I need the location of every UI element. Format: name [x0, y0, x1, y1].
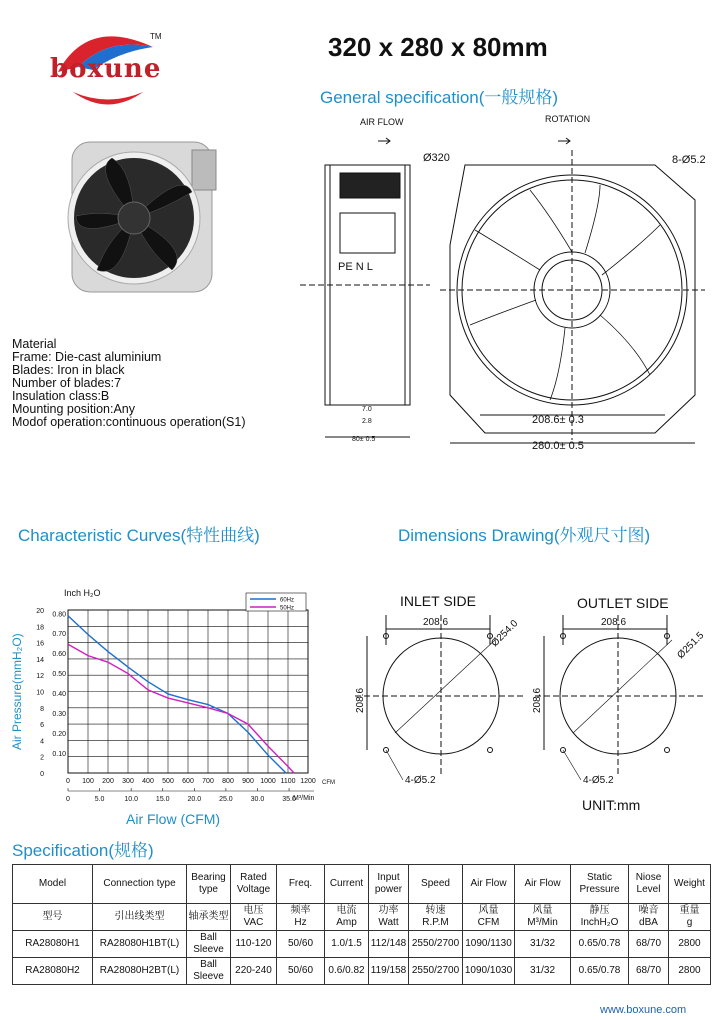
table-cell: 2550/2700 [409, 958, 463, 985]
spec-header-cn-cell [231, 904, 277, 931]
dim-7: 7.0 [362, 406, 372, 413]
chart-ticks [36, 605, 316, 803]
table-cell: 68/70 [629, 931, 669, 958]
chart-ylabel: Air Pressure(mmH₂O) [10, 633, 24, 750]
chart-series-line [68, 616, 286, 773]
chart-y-tick-mm: 16 [36, 640, 44, 648]
chart-legend [246, 593, 306, 612]
table-cell: 110-120 [231, 931, 277, 958]
table-cell: 31/32 [515, 958, 571, 985]
inlet-holes: 4-Ø5.2 [405, 775, 436, 786]
chart-y-tick-mm: 14 [36, 656, 44, 664]
outlet-side-drawing [532, 615, 707, 786]
spec-header-cn-cell [409, 904, 463, 931]
spec-header-cn-cell [515, 904, 571, 931]
characteristic-chart [8, 585, 338, 830]
spec-header-cn: 频率 [290, 905, 311, 916]
page-title: 320 x 280 x 80mm [328, 32, 548, 62]
outlet-side-label: OUTLET SIDE [577, 595, 669, 611]
chart-y-tick-mm: 8 [40, 705, 44, 713]
table-cell: 112/148 [369, 931, 409, 958]
material-line: Modof operation:continuous operation(S1) [12, 415, 246, 429]
chart-y-tick-inch: 0.70 [52, 631, 66, 639]
spec-header-cn: 电流 [336, 905, 357, 916]
chart-y-tick-mm: 18 [36, 624, 44, 632]
table-cell: 50/60 [277, 931, 325, 958]
spec-table [12, 864, 711, 985]
table-cell: 0.65/0.78 [571, 958, 629, 985]
inlet-diameter: Ø254.0 [489, 618, 521, 650]
spec-header-cell: Static Pressure [571, 865, 629, 904]
spec-header-cn-cell [669, 904, 711, 931]
chart-x-tick-m3: 35.0 [282, 796, 296, 803]
chart-x-tick-cfm: 1100 [280, 778, 296, 785]
chart-y-tick-inch: 0.50 [52, 671, 66, 679]
unit-label: UNIT:mm [582, 797, 641, 813]
table-cell: RA28080H2BT(L) [93, 958, 187, 985]
spec-header-cell: Model [13, 865, 93, 904]
table-cell: Ball Sleeve [187, 958, 231, 985]
chart-y-tick-inch: 0.20 [52, 731, 66, 739]
spec-header-cn-row [13, 904, 711, 931]
spec-header-cn-cell [629, 904, 669, 931]
chart-ylabel-top: Inch H₂O [64, 588, 101, 598]
spec-header-unit: g [686, 917, 693, 928]
chart-x-tick-m3: 25.0 [219, 796, 233, 803]
spec-header-unit: Amp [336, 917, 357, 928]
table-cell: RA28080H2 [13, 958, 93, 985]
table-cell: RA28080H1 [13, 931, 93, 958]
material-line: Frame: Die-cast aluminium [12, 350, 162, 364]
dimensions-drawing-heading: Dimensions Drawing(外观尺寸图) [398, 526, 651, 545]
chart-x-tick-cfm: 400 [142, 778, 154, 785]
spec-header-cn: 轴承类型 [188, 911, 229, 922]
chart-x-tick-cfm: 1000 [260, 778, 276, 785]
outlet-diameter: Ø251.5 [675, 630, 707, 662]
chart-x-tick-cfm: 300 [122, 778, 134, 785]
table-cell: 50/60 [277, 958, 325, 985]
spec-header-cn-cell [93, 904, 187, 931]
spec-header-cn: 转速 [425, 905, 446, 916]
spec-header-unit: Hz [294, 917, 307, 928]
chart-y-tick-mm: 12 [36, 673, 44, 681]
table-row [13, 931, 711, 958]
outlet-holes: 4-Ø5.2 [583, 775, 614, 786]
chart-x-tick-m3: 10.0 [124, 796, 138, 803]
chart-x-tick-cfm: 1200 [300, 778, 316, 785]
chart-legend-box [246, 593, 306, 611]
spec-header-unit: R.P.M [422, 917, 449, 928]
diameter-label: Ø320 [423, 152, 450, 164]
spec-header-cn: 型号 [42, 911, 63, 922]
table-cell: 1090/1030 [463, 958, 515, 985]
table-cell: 0.65/0.78 [571, 931, 629, 958]
fan-photo [52, 130, 222, 300]
chart-x-unit-m3: M³/Min [293, 795, 315, 802]
spec-header-cn-cell [463, 904, 515, 931]
inlet-width: 208.6 [423, 617, 449, 628]
chart-x-tick-cfm: 200 [102, 778, 114, 785]
chart-x-tick-cfm: 600 [182, 778, 194, 785]
spec-header-cn: 电压 [243, 905, 264, 916]
spec-header-cell: Rated Voltage [231, 865, 277, 904]
spec-header-cn: 静压 [589, 905, 610, 916]
spec-header-cell: Speed [409, 865, 463, 904]
spec-header-cn: 引出线类型 [114, 911, 165, 922]
chart-x-tick-m3: 30.0 [250, 796, 265, 803]
footer-url[interactable]: www.boxune.com [600, 1004, 687, 1016]
chart-y-tick-mm: 20 [36, 608, 44, 615]
chart-x-tick-cfm: 700 [202, 778, 214, 785]
dim-208-6: 208.6± 0.3 [532, 414, 584, 426]
inlet-side-label: INLET SIDE [400, 593, 476, 609]
spec-header-cn-cell [369, 904, 409, 931]
brand-logo-text: boxune [50, 54, 162, 84]
spec-header-cell: Air Flow [463, 865, 515, 904]
chart-x-tick-m3: 5.0 [94, 796, 105, 803]
spec-header-cn: 风量 [532, 905, 553, 916]
dim-80: 80± 0.5 [352, 436, 376, 443]
spec-header-cn-cell [571, 904, 629, 931]
table-cell: 31/32 [515, 931, 571, 958]
spec-header-cn-cell [13, 904, 93, 931]
chart-x-unit-cfm: CFM [322, 780, 335, 786]
chart-y-tick-mm: 6 [40, 722, 44, 730]
spec-header-unit: InchH₂O [580, 917, 619, 928]
chart-legend-label: 50Hz [280, 605, 295, 612]
dim-280: 280.0± 0.5 [532, 440, 584, 450]
table-row [13, 958, 711, 985]
table-cell: 1.0/1.5 [325, 931, 369, 958]
chart-y-tick-inch: 0.80 [52, 611, 66, 619]
spec-header-unit: dBA [639, 917, 658, 928]
spec-header-cell: Current [325, 865, 369, 904]
table-cell: 2550/2700 [409, 931, 463, 958]
table-cell: 0.6/0.82 [325, 958, 369, 985]
spec-header-cn: 风量 [478, 905, 499, 916]
table-cell: 220-240 [231, 958, 277, 985]
chart-y-tick-inch: 0.10 [52, 751, 66, 759]
spec-header-cell: Bearing type [187, 865, 231, 904]
inlet-height: 208.6 [355, 687, 366, 713]
chart-x-tick-m3: 15.0 [155, 796, 170, 803]
spec-header-cell: Input power [369, 865, 409, 904]
material-line: Mounting position:Any [12, 402, 135, 416]
spec-header-cn: 重量 [679, 905, 700, 916]
chart-y-tick-mm: 0 [40, 771, 44, 778]
outlet-height: 208.6 [532, 687, 543, 713]
spec-header-cell: Weight [669, 865, 711, 904]
dim-2-8: 2.8 [362, 418, 372, 425]
dimensions-drawing [345, 585, 720, 820]
material-line: Material [12, 337, 57, 351]
spec-header-cn-cell [325, 904, 369, 931]
table-cell: 68/70 [629, 958, 669, 985]
spec-header-cn-cell [187, 904, 231, 931]
chart-y-tick-inch: 0.40 [52, 691, 66, 699]
chart-y-tick-inch: 0.30 [52, 711, 66, 719]
chart-x-tick-cfm: 900 [242, 778, 254, 785]
brand-tm: TM [150, 32, 162, 41]
air-flow-label: AIR FLOW [360, 117, 404, 127]
terminal-labels: PE N L [338, 261, 373, 273]
chart-lines [68, 616, 294, 773]
spec-header-cn-cell [277, 904, 325, 931]
chart-y-tick-mm: 4 [40, 738, 44, 746]
spec-header-cn: 功率 [378, 905, 399, 916]
characteristic-curves-heading: Characteristic Curves(特性曲线) [18, 526, 260, 545]
general-spec-heading: General specification(一般规格) [320, 88, 559, 107]
spec-header-cn: 噪音 [638, 905, 659, 916]
table-cell: 119/158 [369, 958, 409, 985]
spec-header-unit: M³/Min [527, 917, 558, 928]
inlet-side-drawing [355, 615, 525, 786]
chart-legend-label: 60Hz [280, 597, 295, 604]
spec-header-cell: Niose Level [629, 865, 669, 904]
table-cell: RA28080H1BT(L) [93, 931, 187, 958]
material-line: Blades: Iron in black [12, 363, 125, 377]
table-cell: 2800 [669, 931, 711, 958]
chart-x-tick-m3: 0 [66, 796, 70, 803]
holes-label: 8-Ø5.2 [672, 154, 706, 166]
spec-header-row [13, 865, 711, 904]
spec-header-unit: VAC [243, 917, 264, 928]
spec-header-cell: Air Flow [515, 865, 571, 904]
table-cell: 2800 [669, 958, 711, 985]
chart-series-line [68, 644, 294, 773]
material-line: Number of blades:7 [12, 376, 122, 390]
chart-y-tick-inch: 0.60 [52, 651, 66, 659]
chart-x-tick-cfm: 100 [82, 778, 94, 785]
outlet-width: 208.6 [601, 617, 627, 628]
chart-x-tick-cfm: 0 [66, 778, 70, 785]
chart-y-tick-mm: 10 [36, 689, 44, 697]
chart-x-tick-cfm: 500 [162, 778, 174, 785]
material-list [12, 338, 245, 429]
spec-header-cell: Freq. [277, 865, 325, 904]
chart-x-tick-m3: 20.0 [187, 796, 202, 803]
table-cell: Ball Sleeve [187, 931, 231, 958]
chart-xlabel: Air Flow (CFM) [126, 811, 221, 827]
table-cell: 1090/1130 [463, 931, 515, 958]
chart-x-tick-cfm: 800 [222, 778, 234, 785]
material-line: Insulation class:B [12, 389, 110, 403]
spec-header-unit: CFM [477, 917, 500, 928]
general-drawing [300, 105, 720, 450]
spec-header-unit: Watt [378, 917, 399, 928]
rotation-label: ROTATION [545, 114, 591, 124]
spec-header-cell: Connection type [93, 865, 187, 904]
specification-heading: Specification(规格) [12, 841, 154, 860]
chart-y-tick-mm: 2 [40, 754, 44, 762]
